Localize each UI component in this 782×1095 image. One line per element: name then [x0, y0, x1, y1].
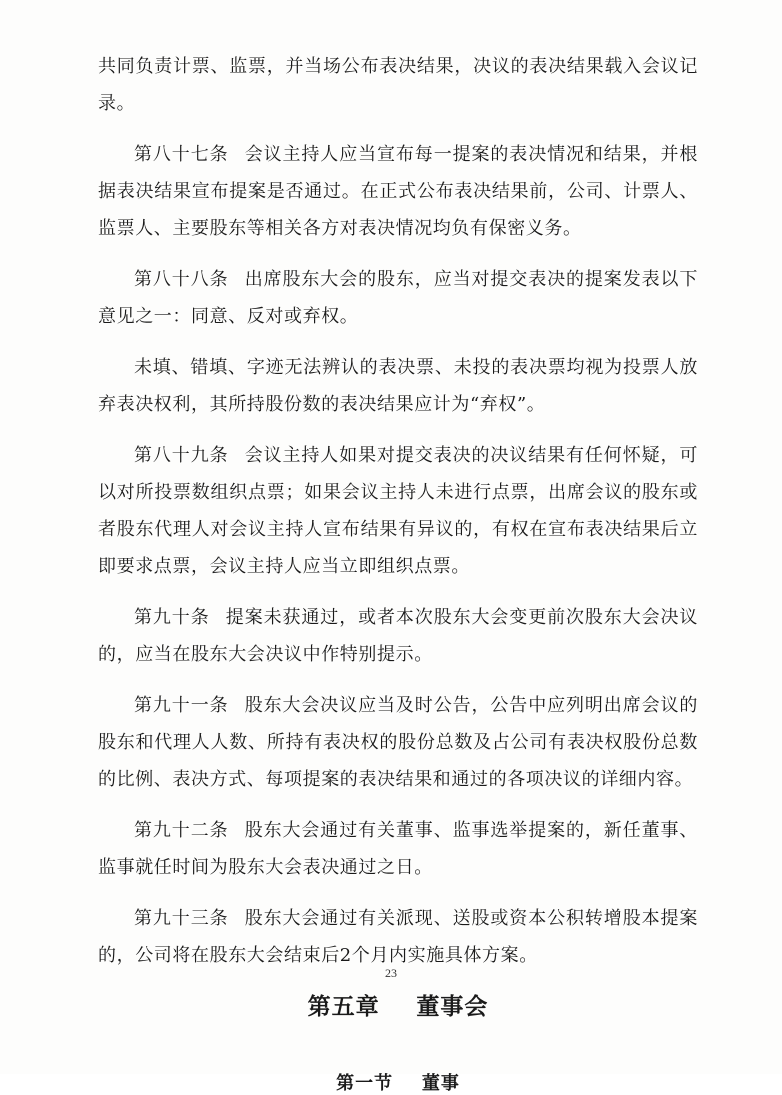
- page-number: 23: [385, 966, 397, 980]
- article-text: 会议主持人应当宣布每一提案的表决情况和结果，并根据表决结果宣布提案是否通过。在正式公布表决结果前，公司、计票人、监票人、主要股东等相关各方对表决情况均负有保密义务。: [98, 144, 699, 239]
- article-number: 第九十条: [134, 607, 210, 628]
- paragraph: [98, 349, 698, 423]
- article-91: [98, 687, 698, 798]
- article-text: 股东大会决议应当及时公告，公告中应列明出席会议的股东和代理人人数、所持有表决权的股份总数及占公司有表决权股份总数的比例、表决方式、每项提案的表决结果和通过的各项决议的详细内容。: [98, 695, 699, 790]
- article-number: 第八十八条: [134, 269, 229, 290]
- article-number: 第九十三条: [134, 908, 229, 929]
- article-text: 出席股东大会的股东，应当对提交表决的提案发表以下意见之一：同意、反对或弃权。: [98, 269, 699, 327]
- section-heading: [98, 1069, 698, 1095]
- article-92: [98, 812, 698, 886]
- paragraph: [98, 48, 698, 122]
- article-89: [98, 437, 698, 585]
- chapter-heading: [98, 988, 698, 1021]
- article-number: 第九十一条: [134, 695, 229, 716]
- section-title: 董事: [421, 1073, 460, 1094]
- article-87: [98, 136, 698, 247]
- article-text: 提案未获通过，或者本次股东大会变更前次股东大会决议的，应当在股东大会决议中作特别提示。: [98, 607, 698, 665]
- article-text: 会议主持人如果对提交表决的决议结果有任何怀疑，可以对所投票数组织点票；如果会议主持人未进行点票，出席会议的股东或者股东代理人对会议主持人宣布结果有异议的，有权在宣布表决结果后立即要求点票，会议主持人应当立即组织点票。: [98, 445, 699, 577]
- article-number: 第九十二条: [134, 820, 229, 841]
- article-90: [98, 599, 698, 673]
- article-text: 股东大会通过有关董事、监事选举提案的，新任董事、监事就任时间为股东大会表决通过之日。: [98, 820, 699, 878]
- article-93: [98, 900, 698, 974]
- article-number: 第八十九条: [134, 445, 229, 466]
- article-number: 第八十七条: [134, 144, 229, 165]
- paragraph-text: 共同负责计票、监票，并当场公布表决结果，决议的表决结果载入会议记录。: [98, 56, 698, 114]
- article-88: [98, 261, 698, 335]
- document-body: [98, 48, 698, 1095]
- section-number: 第一节: [336, 1073, 394, 1094]
- article-text: 股东大会通过有关派现、送股或资本公积转增股本提案的，公司将在股东大会结束后2个月内实施具体方案。: [98, 908, 699, 966]
- paragraph-text: 未填、错填、字迹无法辨认的表决票、未投的表决票均视为投票人放弃表决权利，其所持股份数的表决结果应计为“弃权”。: [98, 357, 698, 415]
- chapter-number: 第五章: [307, 994, 380, 1020]
- chapter-title: 董事会: [416, 994, 489, 1020]
